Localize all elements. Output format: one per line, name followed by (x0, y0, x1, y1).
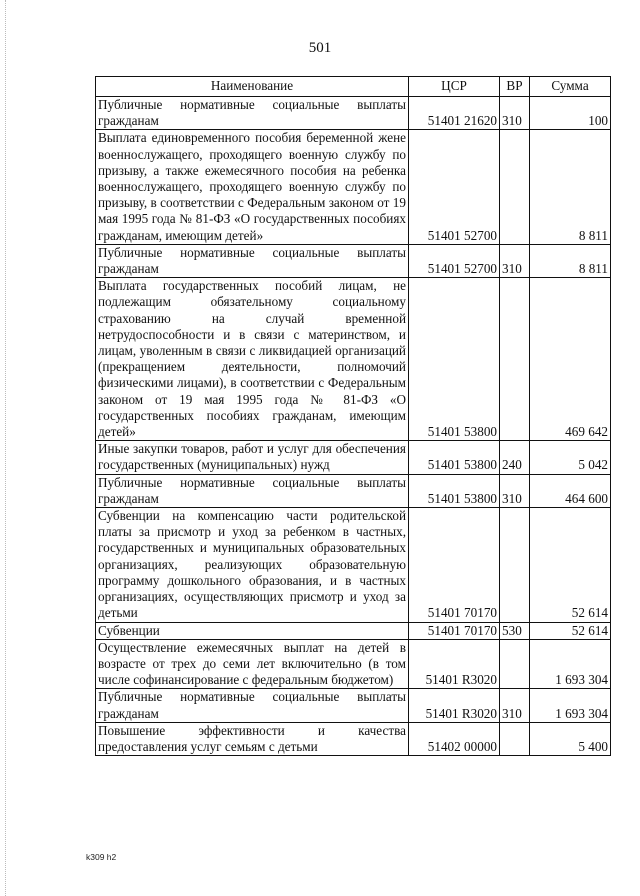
table-row (96, 622, 611, 639)
row-csr: 51401 21620 (409, 97, 500, 130)
row-name: Публичные нормативные социальные выплаты гражданам (96, 97, 409, 130)
row-name: Субвенции на компенсацию части родительской платы за присмотр и уход за ребенком в частных, государственных и муниципальных образовательных организациях, реализующих образовательную программу дошкольного образования, и в частных организациях, осуществляющих присмотр и уход за детьми (96, 508, 409, 622)
row-name: Повышение эффективности и качества предоставления услуг семьям с детьми (96, 722, 409, 755)
row-name: Иные закупки товаров, работ и услуг для обеспечения государственных (муниципальных) нужд (96, 441, 409, 474)
row-csr: 51401 70170 (409, 622, 500, 639)
row-vr: 310 (500, 244, 530, 277)
row-sum: 469 642 (530, 278, 611, 441)
row-name: Публичные нормативные социальные выплаты гражданам (96, 689, 409, 722)
row-csr: 51401 53800 (409, 441, 500, 474)
row-name: Публичные нормативные социальные выплаты гражданам (96, 474, 409, 507)
header-csr: ЦСР (409, 77, 500, 97)
table-row (96, 689, 611, 722)
header-vr: ВР (500, 77, 530, 97)
row-csr: 51401 52700 (409, 130, 500, 244)
row-name: Субвенции (96, 622, 409, 639)
row-csr: 51401 70170 (409, 508, 500, 622)
budget-table (95, 76, 611, 756)
table-row (96, 474, 611, 507)
row-vr (500, 278, 530, 441)
row-sum: 52 614 (530, 508, 611, 622)
row-sum: 8 811 (530, 130, 611, 244)
row-sum: 52 614 (530, 622, 611, 639)
table-header-row (96, 77, 611, 97)
header-sum: Сумма (530, 77, 611, 97)
table-row (96, 722, 611, 755)
row-csr: 51401 52700 (409, 244, 500, 277)
row-vr (500, 130, 530, 244)
row-vr (500, 722, 530, 755)
table-row (96, 278, 611, 441)
row-vr: 310 (500, 689, 530, 722)
row-csr: 51401 53800 (409, 278, 500, 441)
table-row (96, 97, 611, 130)
table-row (96, 130, 611, 244)
row-vr (500, 508, 530, 622)
scan-margin-edge (5, 0, 7, 896)
row-sum: 8 811 (530, 244, 611, 277)
row-csr: 51401 R3020 (409, 639, 500, 689)
row-vr: 310 (500, 97, 530, 130)
row-name: Выплата единовременного пособия беременной жене военнослужащего, проходящего военную службу по призыву, а также ежемесячного пособия на ребенка военнослужащего, проходящего военную службу по призыву, в соответствии с Федеральным законом от 19 мая 1995 года № 81-ФЗ «О государственных пособиях гражданам, имеющим детей» (96, 130, 409, 244)
table-row (96, 508, 611, 622)
row-sum: 100 (530, 97, 611, 130)
row-vr: 310 (500, 474, 530, 507)
row-vr (500, 639, 530, 689)
table-row (96, 639, 611, 689)
header-name: Наименование (96, 77, 409, 97)
table-row (96, 244, 611, 277)
row-vr: 240 (500, 441, 530, 474)
row-sum: 5 042 (530, 441, 611, 474)
row-csr: 51401 R3020 (409, 689, 500, 722)
footer-code: k309 h2 (86, 852, 117, 862)
row-sum: 464 600 (530, 474, 611, 507)
page-number: 501 (308, 40, 332, 56)
row-sum: 5 400 (530, 722, 611, 755)
row-name: Осуществление ежемесячных выплат на детей в возрасте от трех до семи лет включительно (в том числе софинансирование с федеральным бюджетом) (96, 639, 409, 689)
row-sum: 1 693 304 (530, 689, 611, 722)
row-name: Выплата государственных пособий лицам, не подлежащим обязательному социальному страхованию на случай временной нетрудоспособности и в связи с материнством, и лицам, уволенным в связи с ликвидацией организаций (прекращением деятельности, полномочий физическими лицами), в соответствии с Федеральным законом от 19 мая 1995 года № 81-ФЗ «О государственных пособиях гражданам, имеющим детей» (96, 278, 409, 441)
row-name: Публичные нормативные социальные выплаты гражданам (96, 244, 409, 277)
row-csr: 51402 00000 (409, 722, 500, 755)
row-sum: 1 693 304 (530, 639, 611, 689)
row-vr: 530 (500, 622, 530, 639)
row-csr: 51401 53800 (409, 474, 500, 507)
table-row (96, 441, 611, 474)
